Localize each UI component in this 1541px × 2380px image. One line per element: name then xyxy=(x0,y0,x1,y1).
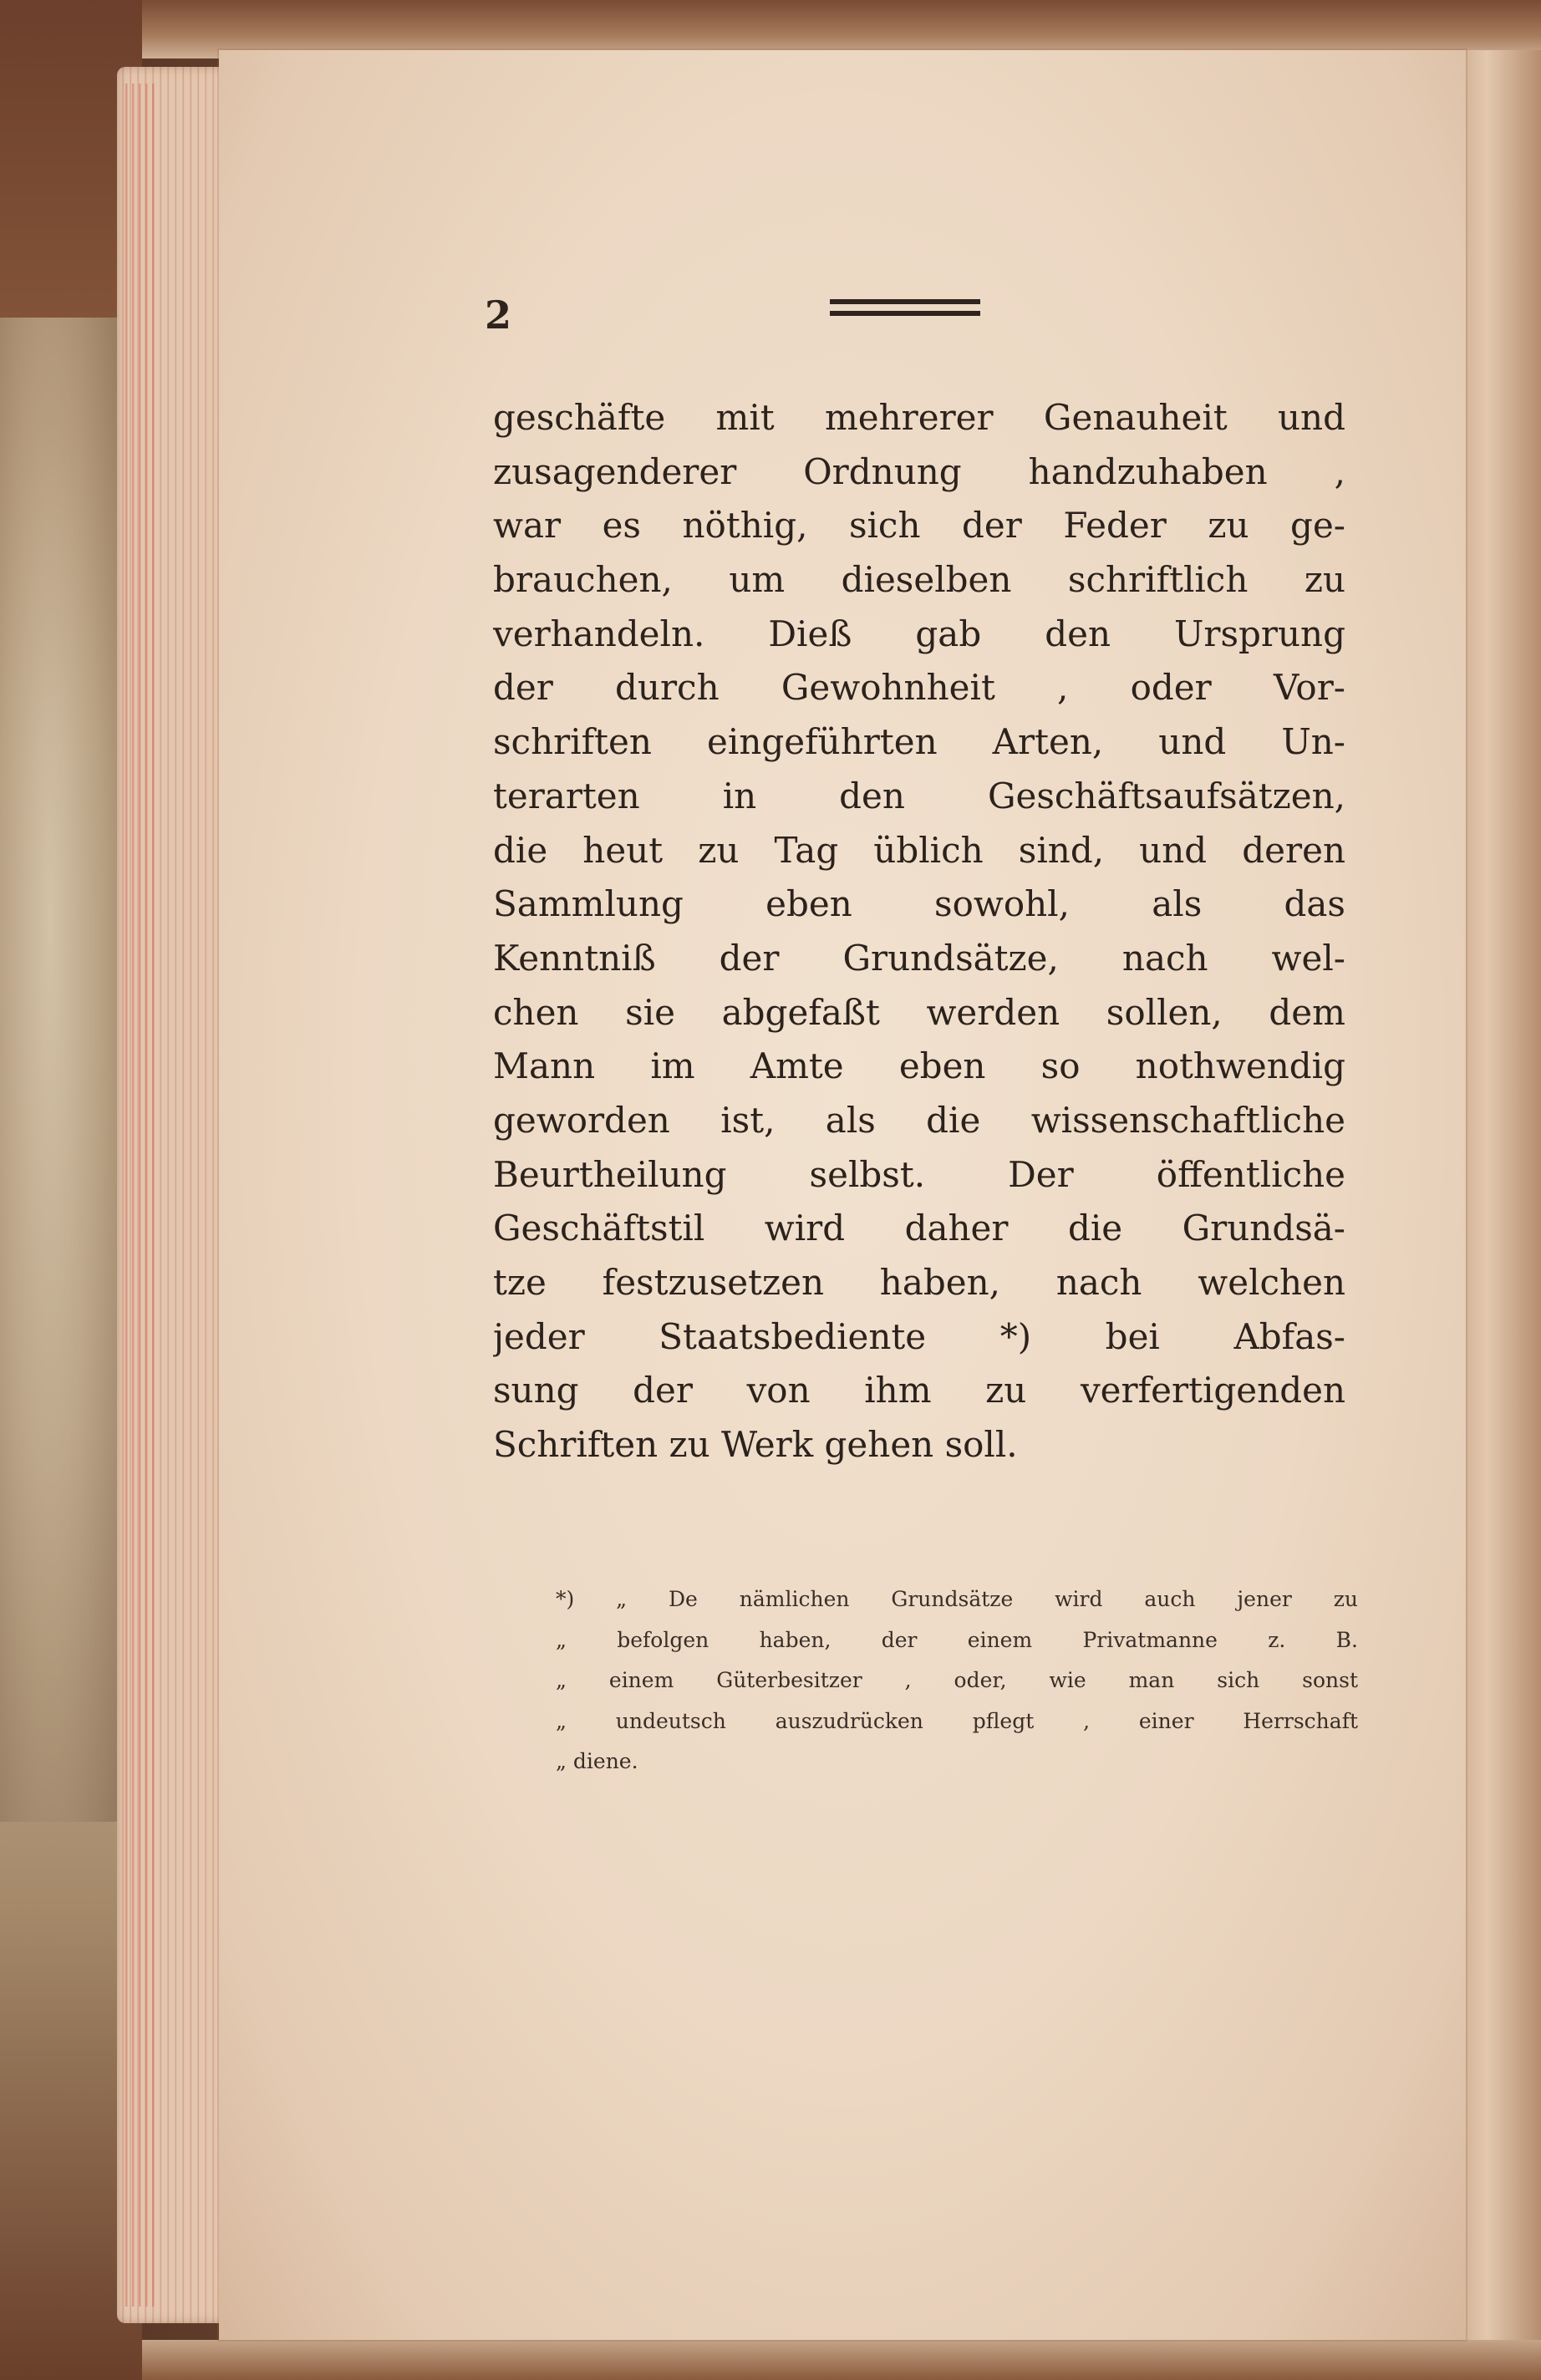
body-line: terarten in den Geschäftsaufsätzen, xyxy=(493,775,1345,816)
body-line: zusagenderer Ordnung handzuhaben , xyxy=(493,450,1345,492)
body-line: Mann im Amte eben so nothwendig xyxy=(493,1045,1345,1087)
header-rule-top xyxy=(830,299,980,304)
body-line: Schriften zu Werk gehen soll. xyxy=(493,1424,1018,1466)
body-text xyxy=(493,391,1345,1472)
body-line: verhandeln. Dieß gab den Ursprung xyxy=(493,613,1345,654)
body-line: sung der von ihm zu verfertigenden xyxy=(493,1370,1345,1411)
body-line: chen sie abgefaßt werden sollen, dem xyxy=(493,991,1345,1033)
body-line: die heut zu Tag üblich sind, und deren xyxy=(493,829,1345,871)
body-line: der durch Gewohnheit , oder Vor- xyxy=(493,667,1345,709)
body-line: brauchen, um dieselben schriftlich zu xyxy=(493,559,1345,601)
body-line: tze festzusetzen haben, nach welchen xyxy=(493,1262,1345,1303)
footnote-line: „ befolgen haben, der einem Privatmanne z. B. xyxy=(556,1627,1358,1652)
body-line: jeder Staatsbediente *) bei Abfas- xyxy=(493,1315,1345,1357)
right-page-edge xyxy=(1457,50,1541,2380)
page-number: 2 xyxy=(485,292,512,338)
footnote xyxy=(556,1579,1358,1782)
body-line: geworden ist, als die wissenschaftliche xyxy=(493,1099,1345,1141)
footnote-line: „ undeutsch auszudrücken pflegt , einer Herrschaft xyxy=(556,1708,1358,1733)
body-line: Beurtheilung selbst. Der öffentliche xyxy=(493,1153,1345,1195)
footnote-line: *) „ De nämlichen Grundsätze wird auch jener zu xyxy=(556,1587,1358,1611)
marbled-cover-paper xyxy=(0,318,125,1822)
body-line: schriften eingeführten Arten, und Un- xyxy=(493,721,1345,763)
footnote-line: „ einem Güterbesitzer , oder, wie man sich sonst xyxy=(556,1668,1358,1692)
body-line: Sammlung eben sowohl, als das xyxy=(493,883,1345,925)
footnote-line: „ diene. xyxy=(556,1749,638,1773)
body-line: war es nöthig, sich der Feder zu ge- xyxy=(493,505,1345,547)
body-line: geschäfte mit mehrerer Genauheit und xyxy=(493,397,1345,438)
book-bottom-edge xyxy=(142,2340,1541,2380)
body-line: Kenntniß der Grundsätze, nach wel- xyxy=(493,937,1345,979)
header-rule-bottom xyxy=(830,311,980,316)
body-line: Geschäftstil wird daher die Grundsä- xyxy=(493,1208,1345,1249)
red-sprinkled-edges xyxy=(125,84,159,2306)
